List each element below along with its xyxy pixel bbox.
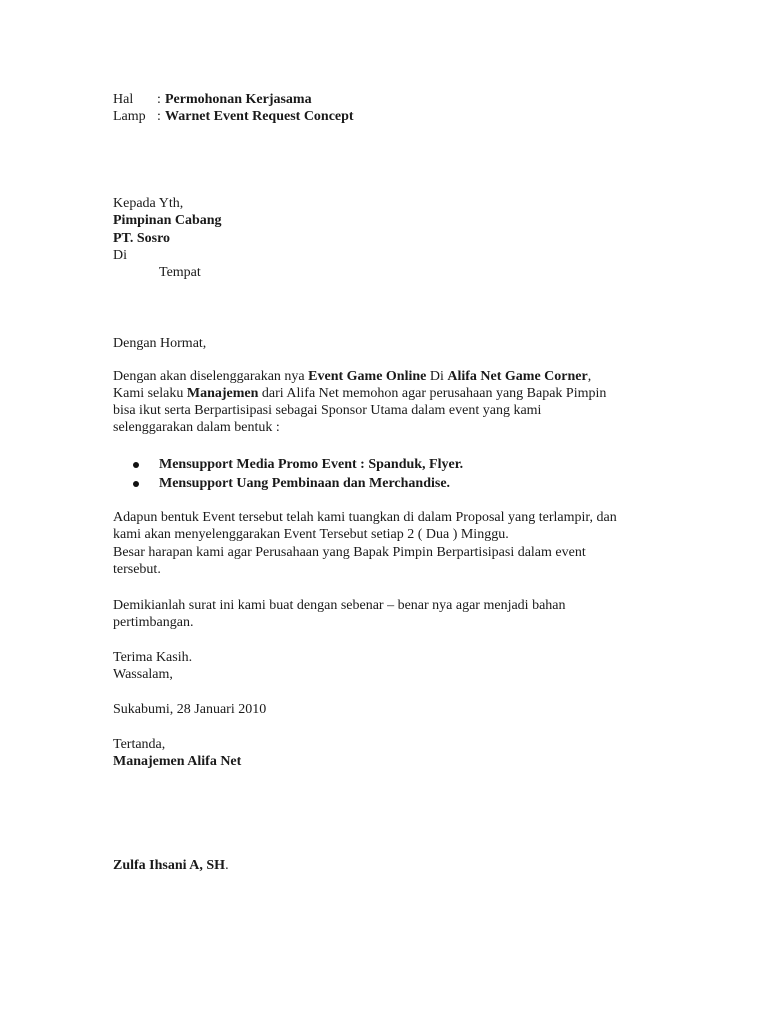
paragraph-1-line-2: [113, 385, 606, 402]
bullet-icon: [133, 462, 139, 468]
p1-text-b: Di: [426, 369, 448, 384]
recipient-place: Tempat: [159, 265, 201, 280]
paragraph-1-line-4: selenggarakan dalam bentuk :: [113, 420, 280, 435]
p1-text-a: Dengan akan diselenggarakan nya: [113, 369, 309, 384]
p1-venue-name: Alifa Net Game Corner: [447, 369, 588, 384]
attachment-separator: :: [157, 109, 161, 124]
attachment-line: [113, 108, 354, 125]
recipient-company: PT. Sosro: [113, 231, 171, 246]
closing-wassalam: Wassalam,: [113, 667, 173, 682]
paragraph-3-line-2: pertimbangan.: [113, 615, 194, 630]
subject-separator: :: [157, 92, 161, 107]
subject-label: Hal: [113, 92, 134, 107]
p1-line2-b: dari Alifa Net memohon agar perusahaan yang Bapak Pimpin: [258, 386, 607, 401]
list-item-text: Mensupport Uang Pembinaan dan Merchandise.: [159, 476, 451, 491]
paragraph-3-line-1: Demikianlah surat ini kami buat dengan sebenar – benar nya agar menjadi bahan: [113, 598, 566, 613]
closing-thanks: Terima Kasih.: [113, 650, 193, 665]
paragraph-2-line-2: kami akan menyelenggarakan Event Tersebut setiap 2 ( Dua ) Minggu.: [113, 527, 509, 542]
recipient-di: Di: [113, 248, 127, 263]
subject-value: Permohonan Kerjasama: [165, 92, 312, 107]
recipient-position: Pimpinan Cabang: [113, 213, 222, 228]
subject-line: [113, 91, 312, 108]
p1-line2-a: Kami selaku: [113, 386, 187, 401]
place-date: Sukabumi, 28 Januari 2010: [113, 702, 267, 717]
signer-name: Zulfa Ihsani A, SH: [113, 858, 226, 873]
p1-role: Manajemen: [186, 386, 259, 401]
recipient-greeting: Kepada Yth,: [113, 196, 184, 211]
signing-organization: Manajemen Alifa Net: [113, 754, 242, 769]
paragraph-1-line-1: [113, 368, 591, 385]
list-item-text: Mensupport Media Promo Event : Spanduk, Flyer.: [159, 457, 464, 472]
signer-suffix: .: [225, 858, 229, 873]
paragraph-2-line-3: Besar harapan kami agar Perusahaan yang Bapak Pimpin Berpartisipasi dalam event: [113, 545, 586, 560]
bullet-icon: [133, 481, 139, 487]
list-item: [133, 456, 463, 473]
attachment-label: Lamp: [113, 109, 146, 124]
support-list: [133, 456, 463, 492]
salutation: Dengan Hormat,: [113, 336, 207, 351]
attachment-value: Warnet Event Request Concept: [165, 109, 354, 124]
paragraph-2-line-1: Adapun bentuk Event tersebut telah kami tuangkan di dalam Proposal yang terlampir, dan: [113, 510, 617, 525]
list-item: [133, 475, 463, 492]
paragraph-2-line-4: tersebut.: [113, 562, 161, 577]
signed-label: Tertanda,: [113, 737, 166, 752]
paragraph-1-line-3: bisa ikut serta Berpartisipasi sebagai Sponsor Utama dalam event yang kami: [113, 403, 542, 418]
p1-event-name: Event Game Online: [308, 369, 427, 384]
signer-line: [113, 857, 229, 874]
p1-text-c: ,: [587, 369, 592, 384]
